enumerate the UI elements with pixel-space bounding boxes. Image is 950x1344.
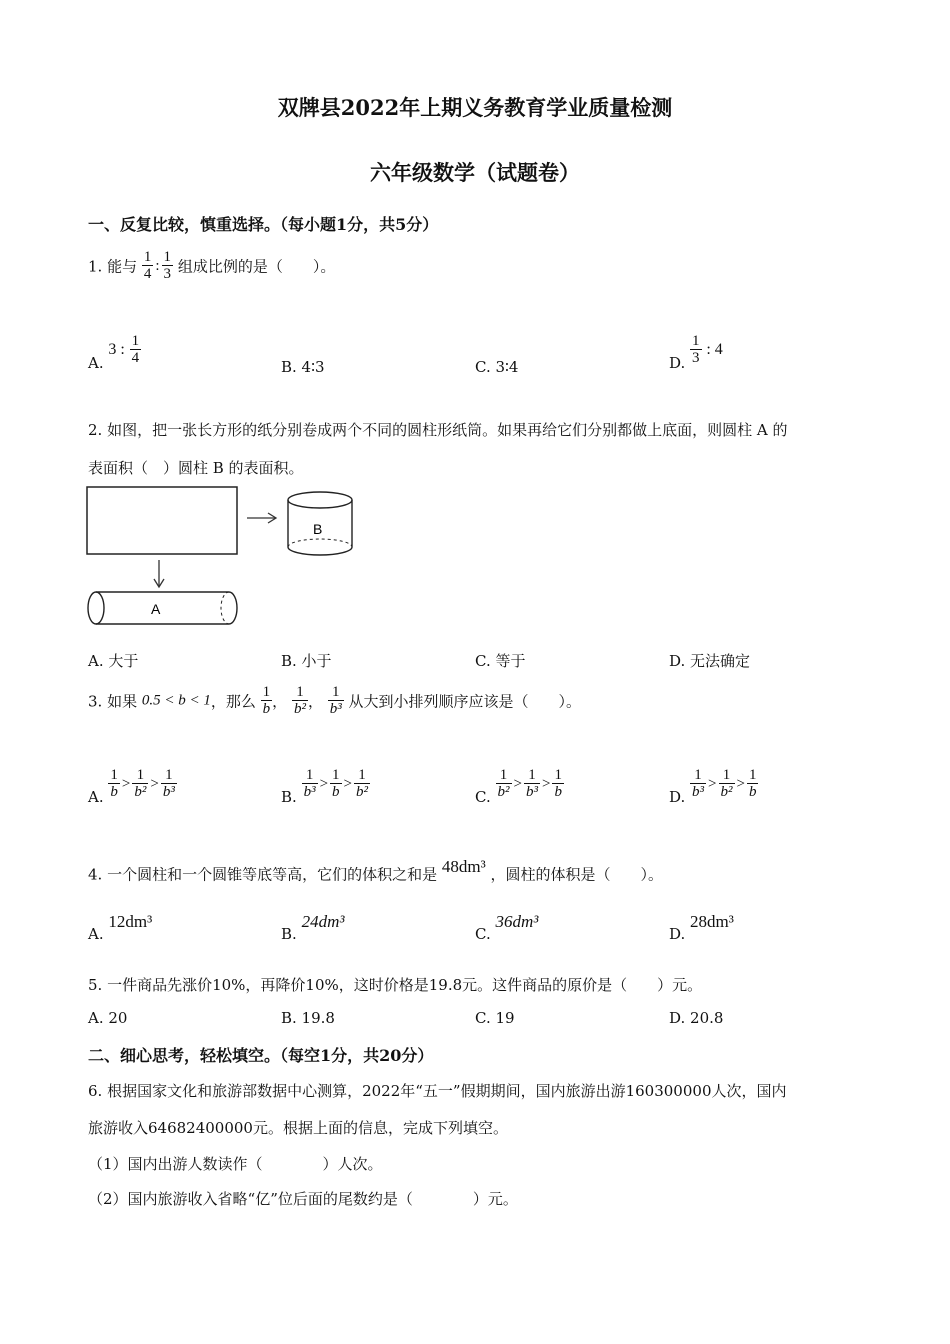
q1-option-a[interactable]: A. 3 : $\frac{1}{4}$ bbox=[88, 333, 140, 372]
q4-option-b[interactable]: B. 24dm³ bbox=[281, 912, 345, 943]
cylinder-b-label: B bbox=[313, 521, 323, 537]
q1-fraction-a: $\frac{1}{4}$ bbox=[143, 249, 152, 282]
section-1-heading: 一、反复比较，慎重选择。（每小题1分，共5分） bbox=[88, 215, 439, 234]
q3-fraction-2: $\frac{1}{\text{b²}}$ bbox=[293, 684, 306, 717]
q4-option-c[interactable]: C. 36dm³ bbox=[475, 912, 539, 943]
q6-line2: 旅游收入64682400000元。根据上面的信息，完成下列填空。 bbox=[88, 1119, 508, 1137]
q2-option-b[interactable]: B. 小于 bbox=[281, 652, 332, 670]
q3-fraction-1: $\frac{1}{b}$ bbox=[262, 684, 271, 717]
q6-sub2: （2）国内旅游收入省略“亿”位后面的尾数约是（ ）元。 bbox=[88, 1190, 518, 1208]
q2-line1: 2. 如图，把一张长方形的纸分别卷成两个不同的圆柱形纸筒。如果再给它们分别都做上底面，则圆柱 A 的 bbox=[88, 421, 788, 439]
q3-option-a[interactable]: A. $\frac{1}{b}$ > $\frac{1}{\text{b²}}$ > $\frac{1}{\text{b³}}$ bbox=[88, 767, 175, 806]
page-subtitle: 六年级数学（试题卷） bbox=[370, 160, 580, 185]
cylinder-a bbox=[88, 592, 237, 624]
paper-rectangle bbox=[87, 487, 237, 554]
q1-prefix: 1. 能与 bbox=[88, 257, 138, 276]
q1-suffix: 组成比例的是（ ）。 bbox=[177, 257, 336, 276]
q2-option-c[interactable]: C. 等于 bbox=[475, 652, 526, 670]
q1-option-b[interactable]: B. 4∶3 bbox=[281, 358, 325, 376]
q3-option-b[interactable]: B. $\frac{1}{\text{b³}}$ > $\frac{1}{b}$ > $\frac{1}{\text{b²}}$ bbox=[281, 767, 369, 806]
cylinder-figure bbox=[85, 484, 365, 632]
question-4: 4. 一个圆柱和一个圆锥等底等高，它们的体积之和是 48dm³ ，圆柱的体积是（ ）。 bbox=[88, 857, 663, 884]
q3-option-c[interactable]: C. $\frac{1}{\text{b²}}$ > $\frac{1}{\text{b³}}$ > $\frac{1}{b}$ bbox=[475, 767, 562, 806]
q1-option-c[interactable]: C. 3∶4 bbox=[475, 358, 519, 376]
section-2-heading: 二、细心思考，轻松填空。（每空1分，共20分） bbox=[88, 1046, 434, 1065]
q5-option-a[interactable]: A. 20 bbox=[88, 1009, 128, 1027]
question-3: 3. 如果 0.5 < b < 1，那么 $\frac{1}{b}$ ， $\frac{1}{\text{b²}}$ ， $\frac{1}{\text{b³}}$ 从大到小排列顺序应该是（ ）。 bbox=[88, 684, 582, 717]
q2-option-a[interactable]: A. 大于 bbox=[88, 652, 139, 670]
q6-line1: 6. 根据国家文化和旅游部数据中心测算，2022年“五一”假期期间，国内旅游出游160300000人次，国内 bbox=[88, 1082, 787, 1100]
q4-option-a[interactable]: A. 12dm³ bbox=[88, 912, 153, 943]
q6-sub1: （1）国内出游人数读作（ ）人次。 bbox=[88, 1155, 383, 1173]
question-5: 5. 一件商品先涨价10%，再降价10%，这时价格是19.8元。这件商品的原价是（ ）元。 bbox=[88, 976, 703, 994]
q3-fraction-3: $\frac{1}{\text{b³}}$ bbox=[329, 684, 342, 717]
q4-total: 48dm³ bbox=[441, 857, 486, 876]
q1-fraction-b: $\frac{1}{3}$ bbox=[163, 249, 172, 282]
q1-ratio-sep: : bbox=[155, 257, 160, 274]
q2-option-d[interactable]: D. 无法确定 bbox=[669, 652, 751, 670]
question-1 bbox=[88, 250, 335, 282]
q5-option-c[interactable]: C. 19 bbox=[475, 1009, 515, 1027]
cylinder-a-label: A bbox=[151, 601, 161, 617]
q4-option-d[interactable]: D. 28dm³ bbox=[669, 912, 734, 943]
q5-option-d[interactable]: D. 20.8 bbox=[669, 1009, 724, 1027]
page-title: 双牌县2022年上期义务教育学业质量检测 bbox=[277, 95, 673, 120]
q5-option-b[interactable]: B. 19.8 bbox=[281, 1009, 335, 1027]
q1-option-d[interactable]: D. $\frac{1}{3}$ : 4 bbox=[669, 333, 723, 372]
q3-condition: 0.5 < b < 1 bbox=[141, 692, 211, 709]
q3-option-d[interactable]: D. $\frac{1}{\text{b³}}$ > $\frac{1}{\text{b²}}$ > $\frac{1}{b}$ bbox=[669, 767, 757, 806]
q2-line2: 表面积（ ）圆柱 B 的表面积。 bbox=[88, 459, 304, 477]
